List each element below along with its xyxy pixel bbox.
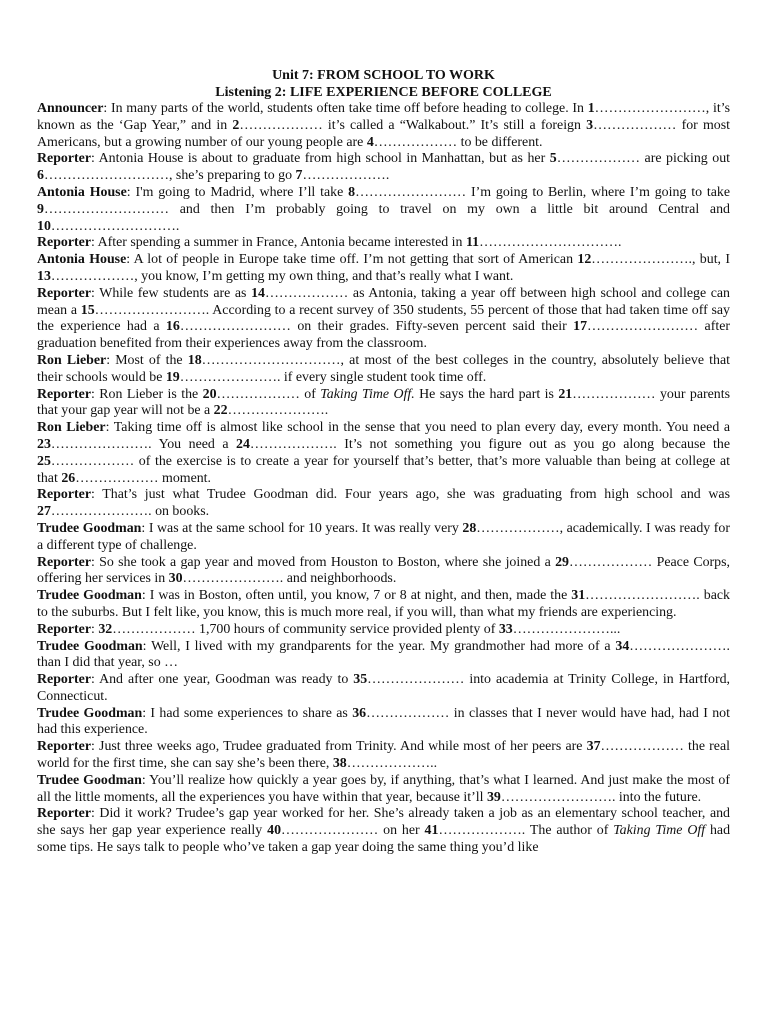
transcript-body xyxy=(37,101,730,857)
transcript-paragraph xyxy=(37,101,730,151)
speaker-name: Reporter xyxy=(37,806,91,822)
blank-number: 9 xyxy=(37,201,44,217)
transcript-text: ……………… moment. xyxy=(75,470,212,486)
transcript-text: : Antonia House is about to graduate from high school in Manhattan, but as her xyxy=(91,151,550,167)
transcript-text: ……………… to be different. xyxy=(373,134,543,150)
transcript-paragraph xyxy=(37,588,730,622)
speaker-name: Trudee Goodman xyxy=(37,772,142,788)
transcript-text: ……………………. back to the suburbs. But I felt like, you know, this is much more real, if you will, than what my friends are experiencing. xyxy=(37,588,730,620)
blank-number: 32 xyxy=(98,621,113,637)
blank-number: 36 xyxy=(352,705,367,721)
transcript-paragraph xyxy=(37,521,730,555)
speaker-name: Announcer xyxy=(37,101,104,116)
blank-number: 34 xyxy=(615,638,630,654)
blank-number: 17 xyxy=(573,319,588,335)
transcript-paragraph xyxy=(37,739,730,773)
blank-number: 20 xyxy=(202,386,217,402)
speaker-name: Ron Lieber xyxy=(37,420,106,436)
blank-number: 40 xyxy=(267,823,282,839)
transcript-paragraph xyxy=(37,555,730,589)
transcript-text: …………………. if every single student took time off. xyxy=(179,369,487,385)
blank-number: 18 xyxy=(187,352,202,368)
blank-number: 11 xyxy=(465,235,480,251)
blank-number: 16 xyxy=(165,319,180,335)
transcript-text: …………………... xyxy=(512,621,621,637)
transcript-text: had some tips. He says talk to people who’ve taken a gap year doing the same thing you’d like xyxy=(37,823,731,856)
transcript-text: ……………… the real world for the first time, she can say she’s been there, xyxy=(37,739,730,772)
transcript-text: ……………… your parents that your gap year will not be a xyxy=(37,386,730,419)
transcript-text: : Well, I lived with my grandparents for the year. My grandmother had more of a xyxy=(142,638,616,654)
transcript-text: ……………… it’s called a “Walkabout.” It’s still a foreign xyxy=(239,117,587,133)
listening-title: Listening 2: LIFE EXPERIENCE BEFORE COLLEGE xyxy=(215,84,552,100)
blank-number: 2 xyxy=(232,117,240,133)
transcript-text: He says the hard part is xyxy=(414,386,559,402)
transcript-text: : Did it work? Trudee’s gap year worked for her. She’s already taken a job as an elementary school teacher, and she says her gap year experience really xyxy=(37,806,730,839)
transcript-text: ………………………, she’s preparing to go xyxy=(43,168,296,184)
blank-number: 28 xyxy=(462,520,477,536)
transcript-text: ……………… are picking out xyxy=(556,151,730,167)
transcript-paragraph xyxy=(37,487,730,521)
transcript-paragraph xyxy=(37,353,730,387)
blank-number: 8 xyxy=(348,184,356,200)
transcript-text: ……………………… and then I’m probably going to travel on my own a little bit around Central and xyxy=(43,201,730,217)
transcript-text: : In many parts of the world, students often take time off before heading to college. In xyxy=(103,101,588,116)
transcript-text: ……………… as Antonia, taking a year off between high school and college can mean a xyxy=(37,285,730,318)
speaker-name: Reporter xyxy=(37,672,91,688)
book-title: Taking Time Off xyxy=(613,823,706,839)
transcript-text: ………………. The author of xyxy=(438,823,614,839)
transcript-text: ……………………, it’s known as the ‘Gap Year,” and in xyxy=(37,101,730,133)
transcript-text: ……………… 1,700 hours of community service provided plenty of xyxy=(112,621,499,637)
transcript-text: …………………………, at most of the best colleges in the country, absolutely believe that their schools would be xyxy=(37,352,731,385)
transcript-text: …………………. on books. xyxy=(50,504,210,520)
transcript-text: …………………………. xyxy=(479,235,622,251)
speaker-name: Reporter xyxy=(37,554,91,570)
transcript-text: ……………….. xyxy=(346,756,438,772)
transcript-paragraph xyxy=(37,706,730,740)
blank-number: 10 xyxy=(37,218,51,234)
blank-number: 1 xyxy=(587,101,595,116)
speaker-name: Trudee Goodman xyxy=(37,588,142,604)
blank-number: 41 xyxy=(424,823,439,839)
speaker-name: Reporter xyxy=(37,621,91,637)
blank-number: 13 xyxy=(37,268,51,284)
blank-number: 26 xyxy=(61,470,76,486)
blank-number: 19 xyxy=(165,369,180,385)
speaker-name: Trudee Goodman xyxy=(37,705,143,721)
transcript-text: : That’s just what Trudee Goodman did. Four years ago, she was graduating from high school and was xyxy=(91,487,730,503)
transcript-paragraph xyxy=(37,773,730,807)
transcript-paragraph xyxy=(37,639,730,673)
transcript-text: ……………… of the exercise is to create a year for yourself that’s better, that’s more valuable than being at college at that xyxy=(37,453,730,486)
book-title: Taking Time Off. xyxy=(320,386,415,402)
transcript-text: ………………. It’s not something you figure out as you go along because the xyxy=(249,436,731,452)
transcript-text: : And after one year, Goodman was ready to xyxy=(91,672,354,688)
blank-number: 7 xyxy=(295,168,303,184)
blank-number: 12 xyxy=(577,252,592,268)
speaker-name: Reporter xyxy=(37,386,91,402)
transcript-paragraph xyxy=(37,387,730,421)
transcript-text: : Just three weeks ago, Trudee graduated from Trinity. And while most of her peers are xyxy=(91,739,587,755)
transcript-text: : After spending a summer in France, Antonia became interested in xyxy=(91,235,466,251)
transcript-paragraph xyxy=(37,420,730,487)
transcript-paragraph xyxy=(37,185,730,235)
transcript-text: ……………………. into the future. xyxy=(500,789,702,805)
transcript-paragraph xyxy=(37,672,730,706)
transcript-text: : A lot of people in Europe take time off. I’m not getting that sort of American xyxy=(126,252,578,268)
speaker-name: Antonia House xyxy=(37,252,127,268)
transcript-text: : Most of the xyxy=(106,352,188,368)
blank-number: 24 xyxy=(236,436,250,452)
transcript-text: ……………… of xyxy=(216,386,321,402)
transcript-text: ……………… for most Americans, but a growing number of our young people are xyxy=(37,117,730,150)
transcript-text: …………………… on their grades. Fifty-seven percent said their xyxy=(179,319,574,335)
blank-number: 4 xyxy=(366,134,374,150)
transcript-paragraph xyxy=(37,286,730,353)
transcript-text: …………………… I’m going to Berlin, where I’m going to take xyxy=(355,184,730,200)
transcript-text: : Taking time off is almost like school in the sense that you need to plan every day, every month. You need a xyxy=(105,420,730,436)
transcript-text: : I'm going to Madrid, where I’ll take xyxy=(126,184,349,200)
blank-number: 29 xyxy=(555,554,569,570)
speaker-name: Trudee Goodman xyxy=(37,520,142,536)
transcript-text: ……………………. According to a recent survey of 350 students, 55 percent of those that had taken time off say the experience had a xyxy=(37,302,730,335)
transcript-text: …………………. and neighborhoods. xyxy=(182,571,397,587)
transcript-text: ………………, academically. I was ready for a different type of challenge. xyxy=(37,520,730,553)
blank-number: 23 xyxy=(37,436,51,452)
transcript-paragraph xyxy=(37,622,730,639)
transcript-text: …………………., but, I xyxy=(591,252,730,268)
speaker-name: Reporter xyxy=(37,151,91,167)
transcript-text: …………………. xyxy=(227,403,329,419)
transcript-text: …………………… after graduation benefited from their experiences away from the classroom. xyxy=(37,319,730,352)
transcript-text: …………………. You need a xyxy=(50,436,237,452)
speaker-name: Reporter xyxy=(37,739,91,755)
transcript-text: : xyxy=(91,621,99,637)
unit-title: Unit 7: FROM SCHOOL TO WORK xyxy=(272,68,495,83)
transcript-paragraph xyxy=(37,235,730,252)
transcript-paragraph xyxy=(37,151,730,185)
transcript-text: : So she took a gap year and moved from Houston to Boston, where she joined a xyxy=(91,554,556,570)
blank-number: 15 xyxy=(80,302,95,318)
speaker-name: Trudee Goodman xyxy=(37,638,143,654)
transcript-text: : I was at the same school for 10 years. It was really very xyxy=(141,520,463,536)
blank-number: 5 xyxy=(549,151,557,167)
blank-number: 33 xyxy=(498,621,513,637)
blank-number: 30 xyxy=(168,571,183,587)
blank-number: 38 xyxy=(332,756,347,772)
blank-number: 3 xyxy=(586,117,594,133)
blank-number: 39 xyxy=(486,789,501,805)
blank-number: 35 xyxy=(353,672,368,688)
speaker-name: Antonia House xyxy=(37,184,127,200)
speaker-name: Reporter xyxy=(37,285,91,301)
transcript-text: : Ron Lieber is the xyxy=(91,386,203,402)
transcript-text: ………………… into academia at Trinity College, in Hartford, Connecticut. xyxy=(37,672,730,704)
transcript-text: : I had some experiences to share as xyxy=(142,705,353,721)
transcript-text: : While few students are as xyxy=(91,285,252,301)
transcript-text: …………………. than I did that year, so … xyxy=(37,638,730,671)
transcript-text: : You’ll realize how quickly a year goes by, if anything, that’s what I learned. And just make the most of all the little moments, all the experiences you have within that year, because it’ll xyxy=(37,772,730,805)
transcript-text: ………………………. xyxy=(50,218,180,234)
speaker-name: Reporter xyxy=(37,487,91,503)
blank-number: 6 xyxy=(37,168,44,184)
speaker-name: Ron Lieber xyxy=(37,352,107,368)
transcript-text: ……………… Peace Corps, offering her services in xyxy=(37,554,730,587)
transcript-text: ………………… on her xyxy=(281,823,425,839)
transcript-text: ………………. xyxy=(302,168,390,184)
transcript-text: ………………, you know, I’m getting my own thing, and that’s really what I want. xyxy=(50,268,514,284)
blank-number: 25 xyxy=(37,453,51,469)
blank-number: 21 xyxy=(558,386,573,402)
transcript-text: : I was in Boston, often until, you know, 7 or 8 at night, and then, made the xyxy=(141,588,572,604)
blank-number: 37 xyxy=(586,739,601,755)
transcript-text: ……………… in classes that I never would have had, had I not had this experience. xyxy=(37,705,730,738)
blank-number: 27 xyxy=(37,504,51,520)
blank-number: 14 xyxy=(251,285,265,301)
transcript-paragraph xyxy=(37,252,730,286)
blank-number: 31 xyxy=(571,588,586,604)
speaker-name: Reporter xyxy=(37,235,91,251)
transcript-paragraph xyxy=(37,806,730,856)
blank-number: 22 xyxy=(213,403,228,419)
